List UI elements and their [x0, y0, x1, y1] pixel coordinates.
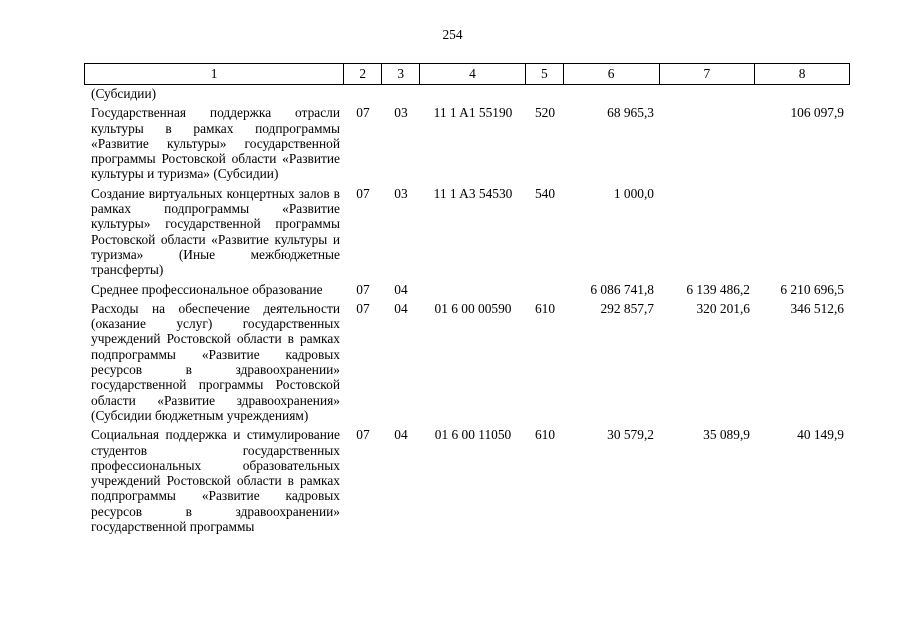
row-value-8: 40 149,9 [797, 427, 844, 443]
header-col-1: 1 [85, 64, 344, 84]
row-pr: 04 [394, 300, 408, 316]
header-col-8: 8 [798, 66, 806, 82]
row-value-8 [756, 86, 850, 101]
row-rz: 07 [356, 427, 370, 443]
row-vr: 520 [534, 105, 556, 121]
row-pr: 03 [394, 185, 408, 201]
page-number: 254 [442, 27, 463, 42]
row-vr: 610 [534, 427, 556, 443]
header-col-6: 6 [564, 64, 660, 84]
row-rz: 07 [356, 105, 370, 121]
row-name: Среднее профессиональное образование [91, 281, 323, 297]
row-value-6: 30 579,2 [607, 427, 654, 443]
header-col-7: 7 [660, 64, 756, 84]
row-value-6: 68 965,3 [607, 105, 654, 121]
row-csr: 01 6 00 11050 [434, 427, 512, 443]
row-value-7: 35 089,9 [703, 427, 750, 443]
row-csr [420, 282, 526, 297]
table-row [84, 86, 850, 101]
header-col-3: 3 [382, 64, 420, 84]
row-name: Расходы на обеспечение деятельности (оказание услуг) государственных учреждений Ростовской области в рамках подпрограммы «Развитие кадровых ресурсов в здравоохранении» государственной программы Ростовской области «Развитие здравоохранения» (Субсидии бюджетным учреждениям) [91, 300, 340, 423]
row-rz: 07 [356, 281, 370, 297]
row-pr: 04 [394, 427, 408, 443]
row-value-8: 6 210 696,5 [780, 281, 844, 297]
row-pr: 03 [394, 105, 408, 121]
table-row [84, 282, 850, 297]
row-value-6: 6 086 741,8 [590, 281, 654, 297]
row-value-6: 1 000,0 [613, 185, 654, 201]
row-csr: 11 1 A1 55190 [433, 105, 513, 121]
row-csr [420, 86, 526, 101]
row-value-7: 320 201,6 [696, 300, 750, 316]
row-csr: 01 6 00 00590 [434, 300, 512, 316]
row-rz: 07 [356, 185, 370, 201]
row-value-7: 6 139 486,2 [686, 281, 750, 297]
row-vr [526, 86, 564, 101]
row-value-7 [660, 105, 756, 181]
header-col-2: 2 [344, 64, 382, 84]
row-pr: 04 [394, 281, 408, 297]
row-name: Создание виртуальных концертных залов в рамках подпрограммы «Развитие культуры» государственной программы Ростовской области «Развитие культуры и туризма» (Иные межбюджетные трансферты) [91, 185, 340, 278]
header-col-4: 4 [420, 64, 526, 84]
row-csr: 11 1 A3 54530 [433, 185, 513, 201]
header-col-5: 5 [526, 64, 564, 84]
table-header [84, 63, 850, 85]
row-name: Государственная поддержка отрасли культуры в рамках подпрограммы «Развитие культуры» государственной программы Ростовской области «Развитие культуры и туризма» (Субсидии) [91, 105, 340, 182]
table-row [84, 427, 850, 534]
row-rz [344, 86, 382, 101]
row-name: Социальная поддержка и стимулирование студентов государственных профессиональных образовательных учреждений Ростовской области в рамках подпрограммы «Развитие кадровых ресурсов в здравоохранении» государственной программы [91, 427, 340, 535]
row-value-8: 106 097,9 [790, 105, 844, 121]
row-vr: 610 [534, 300, 556, 316]
table-row [84, 186, 850, 278]
row-pr [382, 86, 420, 101]
row-vr [526, 282, 564, 297]
table-row [84, 105, 850, 181]
row-value-8 [756, 186, 850, 278]
row-value-8: 346 512,6 [790, 300, 844, 316]
table-row [84, 301, 850, 423]
row-value-7 [660, 186, 756, 278]
row-value-6 [564, 86, 660, 101]
row-value-6: 292 857,7 [600, 300, 654, 316]
row-value-7 [660, 86, 756, 101]
row-rz: 07 [356, 300, 370, 316]
row-vr: 540 [534, 185, 556, 201]
table-body [84, 86, 850, 534]
row-name: (Субсидии) [91, 86, 157, 101]
